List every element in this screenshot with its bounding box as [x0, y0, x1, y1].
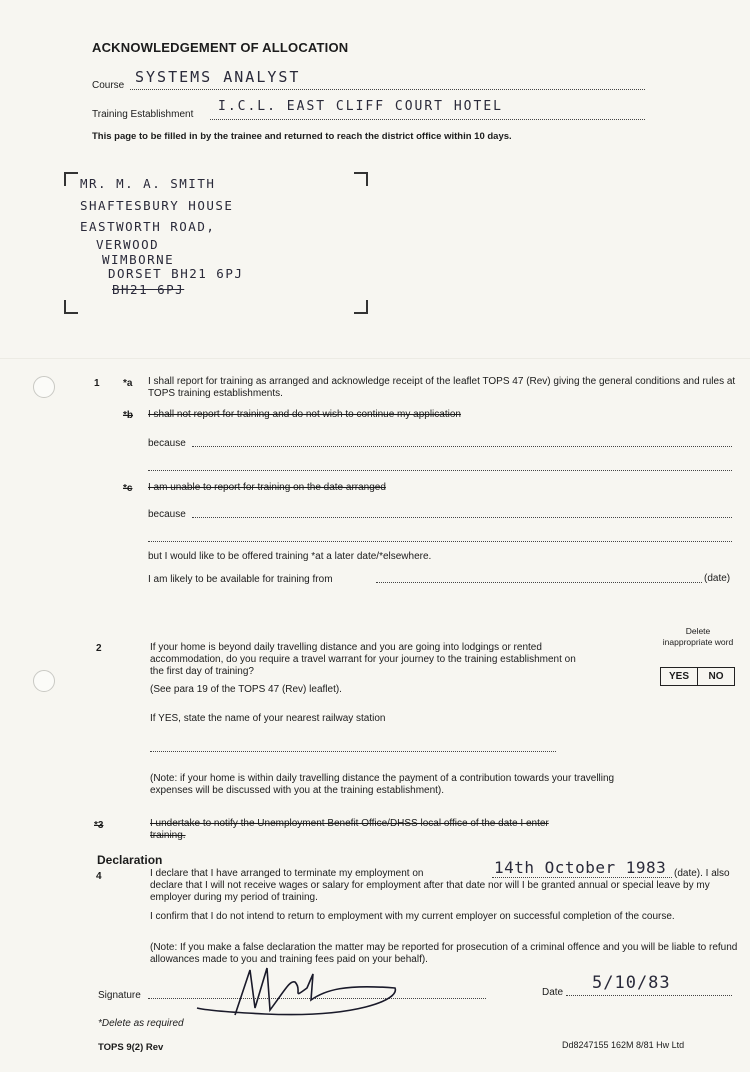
yes-option[interactable]: YES — [661, 668, 698, 685]
declaration-line1-pre: I declare that I have arranged to terminate my employment on — [150, 868, 424, 879]
address-line: DORSET BH21 6PJ — [108, 266, 244, 281]
section1b-text: I shall not report for training and do not wish to continue my application — [148, 409, 461, 420]
return-instruction: This page to be filled in by the trainee and returned to reach the district office within 10 days. — [92, 131, 512, 142]
course-line — [130, 89, 645, 90]
because-label: because — [148, 438, 186, 449]
declaration-note: (Note: If you make a false declaration the matter may be reported for prosecution of a criminal offence and you will be liable to refund allowances made to you and training fees paid on your behalf). — [150, 942, 738, 965]
address-bracket-bl — [64, 300, 78, 314]
establishment-value: I.C.L. EAST CLIFF COURT HOTEL — [218, 99, 503, 114]
later-training-text: but I would like to be offered training *at a later date/*elsewhere. — [148, 551, 432, 562]
because-line — [192, 517, 732, 518]
course-value: SYSTEMS ANALYST — [135, 68, 301, 86]
establishment-label: Training Establishment — [92, 109, 194, 120]
no-option[interactable]: NO — [708, 671, 724, 682]
address-bracket-tl — [64, 172, 78, 186]
because-line — [148, 541, 732, 542]
section1a-marker: *a — [123, 378, 133, 389]
fold-line — [0, 358, 750, 359]
establishment-line — [210, 119, 645, 120]
section3-number: *3 — [94, 820, 104, 831]
date-line — [566, 995, 732, 996]
delete-inappropriate-note: Delete inappropriate word — [662, 626, 734, 647]
signature-date-value: 5/10/83 — [592, 973, 671, 993]
termination-date-value: 14th October 1983 — [494, 858, 667, 877]
address-bracket-br — [354, 300, 368, 314]
section1b-marker: *b — [123, 410, 133, 421]
address-bracket-tr — [354, 172, 368, 186]
declaration-heading: Declaration — [97, 853, 163, 867]
section2-number: 2 — [96, 643, 102, 654]
because-label: because — [148, 509, 186, 520]
railway-station-prompt: If YES, state the name of your nearest railway station — [150, 713, 386, 724]
punch-hole-bottom — [33, 670, 55, 692]
section1a-text: I shall report for training as arranged and acknowledge receipt of the leaflet TOPS 47 (Rev) giving the general conditions and rules at TOPS training establishments. — [148, 376, 736, 399]
address-line: VERWOOD — [96, 237, 160, 252]
section1c-text: I am unable to report for training on the date arranged — [148, 482, 386, 493]
because-line — [148, 470, 732, 471]
signature-scribble — [195, 960, 405, 1020]
address-line: EASTWORTH ROAD, — [80, 219, 216, 234]
declaration-confirm: I confirm that I do not intend to return to employment with my current employer on successful completion of the course. — [150, 911, 675, 922]
date-suffix: (date) — [704, 573, 731, 584]
declaration-number: 4 — [96, 871, 102, 882]
section3-text: I undertake to notify the Unemployment Benefit Office/DHSS local office of the date I enter training. — [150, 818, 549, 841]
address-line: SHAFTESBURY HOUSE — [80, 198, 234, 213]
available-from-text: I am likely to be available for training from — [148, 574, 333, 585]
print-code: Dd8247155 162M 8/81 Hw Ltd — [562, 1040, 685, 1050]
declaration-line1-post: (date). I also declare that I will not receive wages or salary for employment after that date nor will I be granted annual or special leave by my employer during my period of training. — [150, 868, 730, 903]
available-from-line — [376, 582, 702, 583]
punch-hole-top — [33, 376, 55, 398]
delete-as-required-note: *Delete as required — [98, 1018, 184, 1029]
yes-no-box — [660, 667, 735, 686]
section1c-marker: *c — [123, 483, 133, 494]
section1-number: 1 — [94, 378, 100, 389]
travel-warrant-question: If your home is beyond daily travelling distance and you are going into lodgings or rented accommodation, do you require a travel warrant for your journey to the training establishment on the first day of training? — [150, 642, 576, 677]
signature-label: Signature — [98, 990, 141, 1001]
travelling-expenses-note: (Note: if your home is within daily travelling distance the payment of a contribution towards your travelling expenses will be discussed with you at the training establishment). — [150, 773, 615, 796]
address-struck-line: BH21 6PJ — [112, 282, 185, 297]
address-line: MR. M. A. SMITH — [80, 176, 216, 191]
form-title: ACKNOWLEDGEMENT OF ALLOCATION — [92, 40, 349, 55]
see-para-note: (See para 19 of the TOPS 47 (Rev) leaflet). — [150, 684, 342, 695]
form-code: TOPS 9(2) Rev — [98, 1042, 164, 1053]
address-line: WIMBORNE — [102, 252, 175, 267]
date-label: Date — [542, 987, 564, 998]
railway-station-line — [150, 751, 556, 752]
course-label: Course — [92, 80, 125, 91]
because-line — [192, 446, 732, 447]
